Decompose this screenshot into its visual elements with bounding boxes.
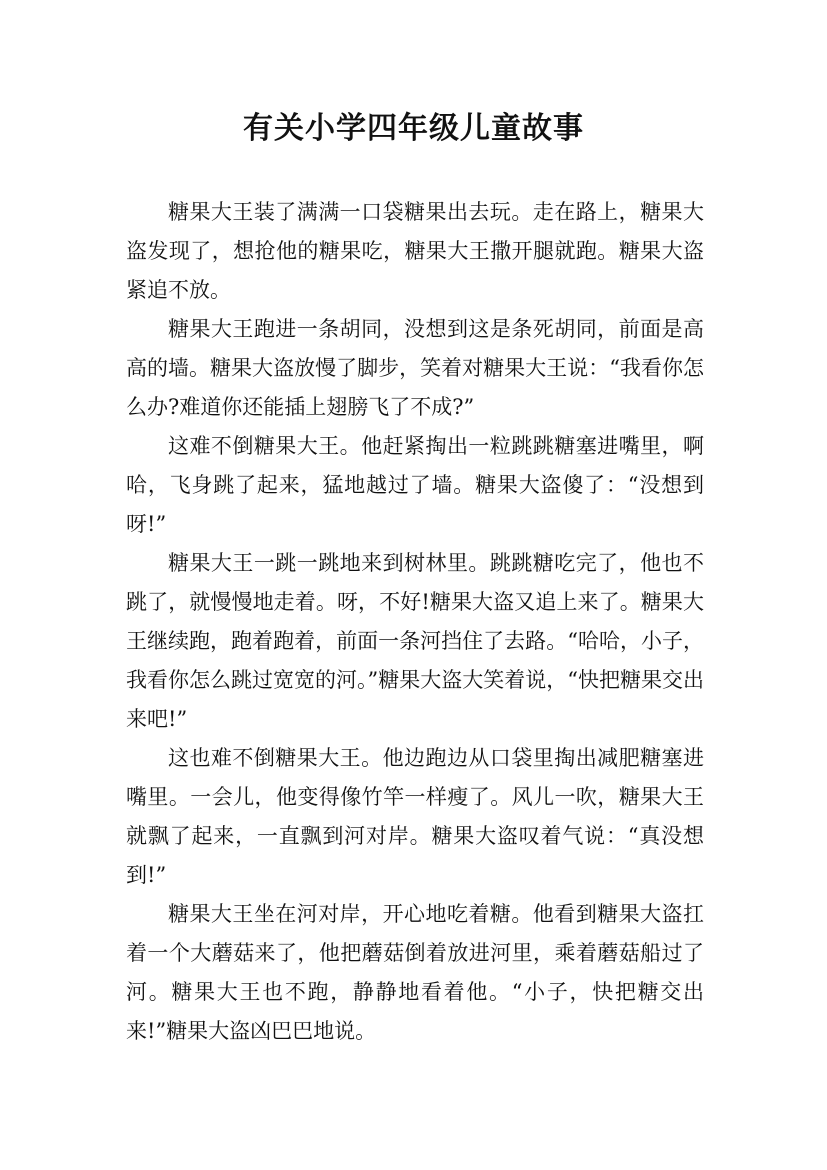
story-body [126,193,704,1051]
paragraph-5: 这也难不倒糖果大王。他边跑边从口袋里掏出减肥糖塞进嘴里。一会儿，他变得像竹竿一样瘦了。风儿一吹，糖果大王就飘了起来，一直飘到河对岸。糖果大盗叹着气说：“真没想到!” [126,746,704,887]
paragraph-1: 糖果大王装了满满一口袋糖果出去玩。走在路上，糖果大盗发现了，想抢他的糖果吃，糖果大王撒开腿就跑。糖果大盗紧追不放。 [126,200,704,302]
paragraph-3: 这难不倒糖果大王。他赶紧掏出一粒跳跳糖塞进嘴里，啊哈，飞身跳了起来，猛地越过了墙。糖果大盗傻了：“没想到呀!” [126,434,704,536]
paragraph-6: 糖果大王坐在河对岸，开心地吃着糖。他看到糖果大盗扛着一个大蘑菇来了，他把蘑菇倒着放进河里，乘着蘑菇船过了河。糖果大王也不跑，静静地看着他。“小子，快把糖交出来!”糖果大盗凶巴巴地说。 [126,902,704,1043]
paragraph-4: 糖果大王一跳一跳地来到树林里。跳跳糖吃完了，他也不跳了，就慢慢地走着。呀，不好!糖果大盗又追上来了。糖果大王继续跑，跑着跑着，前面一条河挡住了去路。“哈哈，小子，我看你怎么跳过宽宽的河。”糖果大盗大笑着说，“快把糖果交出来吧!” [126,551,704,731]
document-title: 有关小学四年级儿童故事 [243,111,584,146]
paragraph-2: 糖果大王跑进一条胡同，没想到这是条死胡同，前面是高高的墙。糖果大盗放慢了脚步，笑着对糖果大王说：“我看你怎么办?难道你还能插上翅膀飞了不成?” [126,317,704,419]
